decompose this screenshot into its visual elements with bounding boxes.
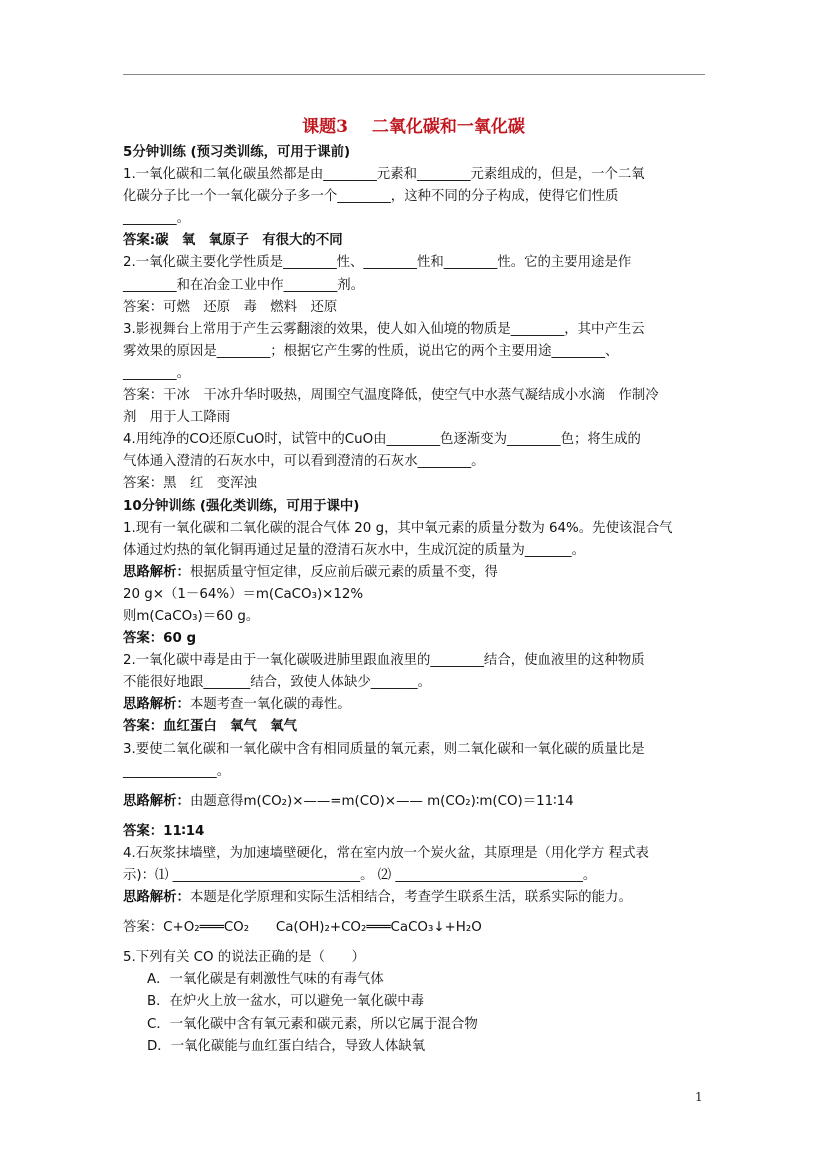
practice-2-analysis xyxy=(123,694,708,716)
answer-3-line-2: 剂 用于人工降雨 xyxy=(123,410,231,426)
practice-1-result: 则m(CaCO₃)＝60 g。 xyxy=(123,608,260,624)
lesson-title: 二氧化碳和一氧化碳 xyxy=(371,117,525,137)
practice-1-equation: 20 g×（1－64%）＝m(CaCO₃)×12% xyxy=(123,586,364,602)
analysis-text: 根据质量守恒定律，反应前后碳元素的质量不变，得 xyxy=(189,564,498,580)
answer-2: 答案：可燃 还原 毒 燃料 还原 xyxy=(123,299,338,315)
question-1-line-3: ________。 xyxy=(123,211,190,227)
practice-4-line-1: 4.石灰浆抹墙壁，为加速墙壁硬化，常在室内放一个炭火盆，其原理是（用化学方 程式表 xyxy=(123,845,649,861)
practice-4-line-2: 示)：⑴ ____________________________。 ⑵ ____________________________。 xyxy=(123,868,597,883)
question-1-line-1: 1.一氧化碳和二氧化碳虽然都是由________元素和________元素组成的，但是，一个二氧 xyxy=(123,167,645,183)
analysis-label: 思路解析： xyxy=(123,564,190,580)
analysis-text: 本题考查一氧化碳的毒性。 xyxy=(189,697,351,713)
section-heading-5min: 5分钟训练 (预习类训练，可用于课前) xyxy=(123,145,351,160)
document-body xyxy=(123,142,708,1058)
page-number: 1 xyxy=(695,1090,703,1104)
practice-3-line-2: ______________。 xyxy=(123,763,231,779)
practice-3-analysis xyxy=(123,791,708,813)
question-3-line-3: ________。 xyxy=(123,365,190,381)
page-title xyxy=(0,112,827,137)
lesson-number: 课题3 xyxy=(302,117,348,137)
question-4-line-1: 4.用纯净的CO还原CuO时，试管中的CuO由________色逐渐变为________色；将生成的 xyxy=(123,432,641,448)
option-d: D．一氧化碳能与血红蛋白结合，导致人体缺氧 xyxy=(147,1038,426,1054)
practice-1-answer: 答案：60 g xyxy=(123,631,197,647)
practice-3-answer: 答案：11∶14 xyxy=(123,823,205,839)
practice-2-answer: 答案：血红蛋白 氧气 氧气 xyxy=(123,719,298,735)
answer-1: 答案:碳 氧 氧原子 有很大的不同 xyxy=(123,233,343,249)
question-1-line-2: 化碳分子比一个一氧化碳分子多一个________，这种不同的分子构成，使得它们性质 xyxy=(123,189,619,205)
answer-4: 答案：黑 红 变浑浊 xyxy=(123,476,257,492)
option-b: B．在炉火上放一盆水，可以避免一氧化碳中毒 xyxy=(147,994,424,1010)
analysis-text: 本题是化学原理和实际生活相结合，考查学生联系生活，联系实际的能力。 xyxy=(189,890,632,906)
analysis-label: 思路解析： xyxy=(123,793,190,809)
analysis-label: 思路解析： xyxy=(123,890,190,906)
practice-4-analysis xyxy=(123,887,708,909)
practice-1-analysis xyxy=(123,562,708,584)
question-2-line-2: ________和在冶金工业中作________剂。 xyxy=(123,277,365,293)
practice-1-line-2: 体通过灼热的氧化铜再通过足量的澄清石灰水中，生成沉淀的质量为_______。 xyxy=(123,542,585,558)
answer-3-line-1: 答案：干冰 干冰升华时吸热，周围空气温度降低，使空气中水蒸气凝结成小水滴 作制冷 xyxy=(123,388,659,404)
analysis-label: 思路解析： xyxy=(123,697,190,713)
question-3-line-2: 雾效果的原因是________；根据它产生雾的性质，说出它的两个主要用途________、 xyxy=(123,343,619,359)
option-c: C．一氧化碳中含有氧元素和碳元素，所以它属于混合物 xyxy=(147,1016,478,1032)
practice-5-question: 5.下列有关 CO 的说法正确的是（ ） xyxy=(123,950,366,966)
analysis-text: 由题意得m(CO₂)×——=m(CO)×—— m(CO₂)∶m(CO)＝11∶14 xyxy=(189,793,574,809)
question-4-line-2: 气体通入澄清的石灰水中，可以看到澄清的石灰水________。 xyxy=(123,454,485,470)
question-2-line-1: 2.一氧化碳主要化学性质是________性、________性和________性。它的主要用途是作 xyxy=(123,255,632,271)
header-rule xyxy=(123,74,705,75)
practice-1-line-1: 1.现有一氧化碳和二氧化碳的混合气体 20 g，其中氧元素的质量分数为 64%。先使该混合气 xyxy=(123,520,673,536)
option-a: A．一氧化碳是有刺激性气味的有毒气体 xyxy=(147,972,384,988)
practice-3-line-1: 3.要使二氧化碳和一氧化碳中含有相同质量的氧元素，则二氧化碳和一氧化碳的质量比是 xyxy=(123,741,645,757)
section-heading-10min: 10分钟训练 (强化类训练，可用于课中) xyxy=(123,498,360,514)
practice-2-line-2: 不能很好地跟_______结合，致使人体缺少_______。 xyxy=(123,675,431,691)
practice-2-line-1: 2.一氧化碳中毒是由于一氧化碳吸进肺里跟血液里的________结合，使血液里的这种物质 xyxy=(123,653,645,669)
practice-4-answer: 答案：C+O₂═══CO₂ Ca(OH)₂+CO₂═══CaCO₃↓+H₂O xyxy=(123,920,482,936)
question-3-line-1: 3.影视舞台上常用于产生云雾翻滚的效果，使人如入仙境的物质是________，其中产生云 xyxy=(123,321,645,337)
